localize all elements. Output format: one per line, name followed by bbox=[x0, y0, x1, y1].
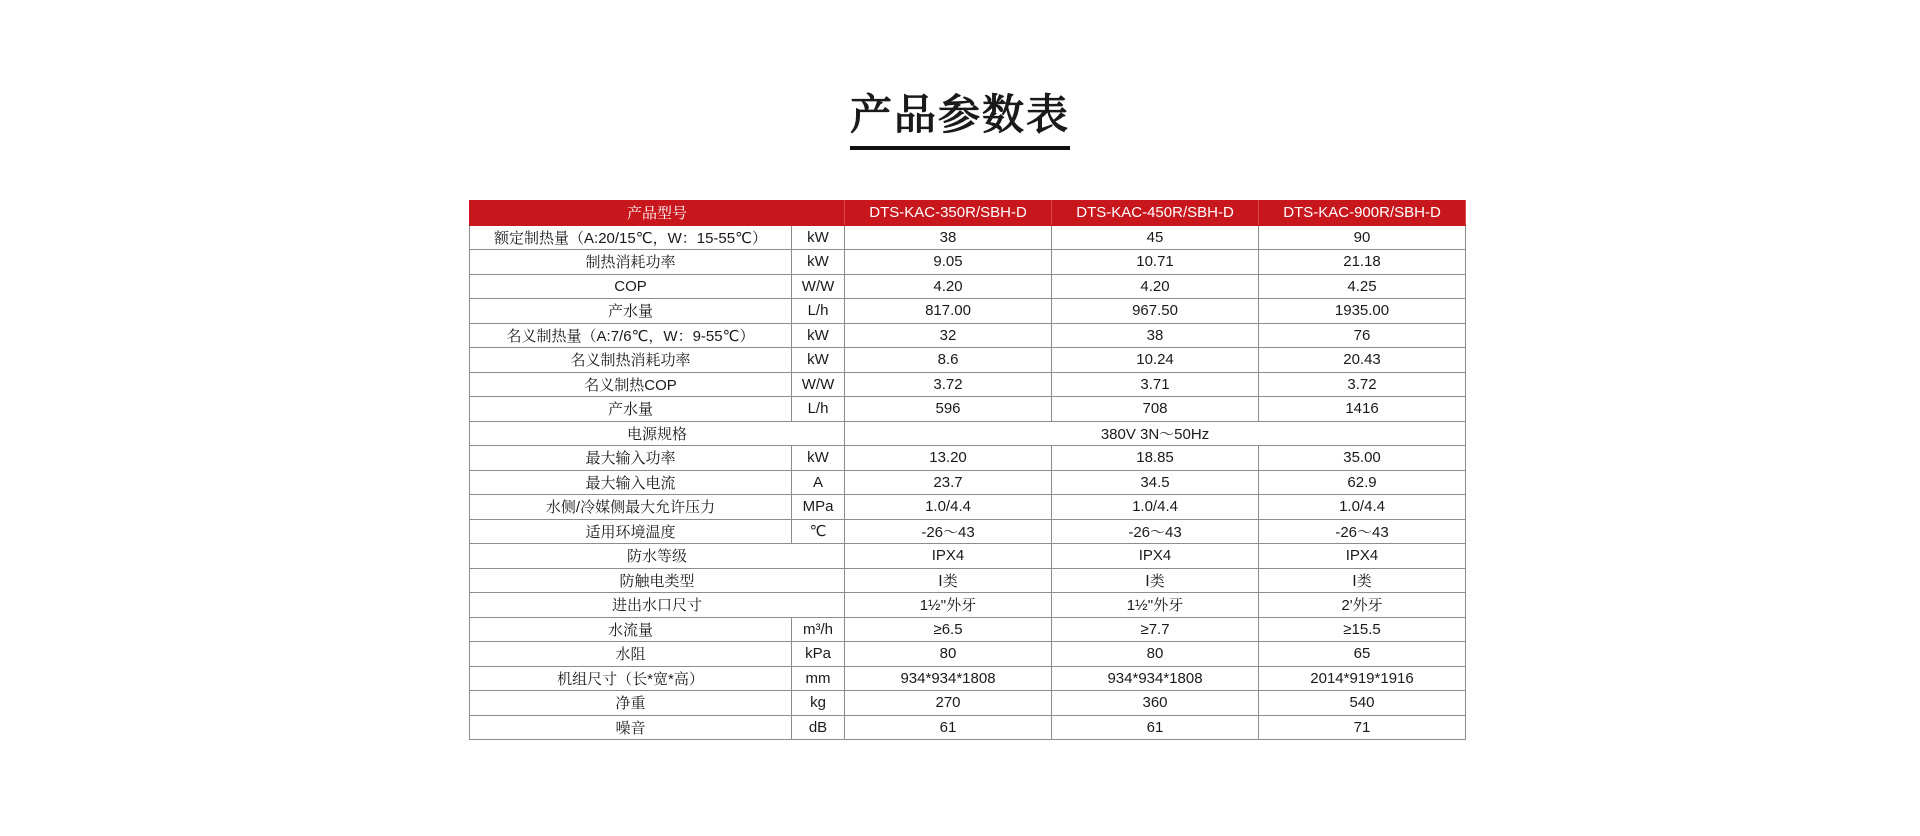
table-row bbox=[470, 617, 1466, 642]
row-label: 水流量 bbox=[470, 617, 792, 642]
row-unit: L/h bbox=[792, 299, 845, 324]
row-value: -26～43 bbox=[1259, 519, 1466, 544]
row-unit: dB bbox=[792, 715, 845, 740]
row-unit: W/W bbox=[792, 274, 845, 299]
row-unit: m³/h bbox=[792, 617, 845, 642]
header-param-label: 产品型号 bbox=[470, 201, 845, 226]
row-value: Ⅰ类 bbox=[845, 568, 1052, 593]
row-value: -26～43 bbox=[845, 519, 1052, 544]
row-value: -26～43 bbox=[1052, 519, 1259, 544]
table-row bbox=[470, 274, 1466, 299]
row-value: 934*934*1808 bbox=[845, 666, 1052, 691]
row-value: 4.25 bbox=[1259, 274, 1466, 299]
row-unit: ℃ bbox=[792, 519, 845, 544]
row-value: 38 bbox=[845, 225, 1052, 250]
row-label: 额定制热量（A:20/15℃，W：15-55℃） bbox=[470, 225, 792, 250]
row-value: 9.05 bbox=[845, 250, 1052, 275]
row-value: 45 bbox=[1052, 225, 1259, 250]
row-value: 62.9 bbox=[1259, 470, 1466, 495]
row-label: 水阻 bbox=[470, 642, 792, 667]
row-label: 最大输入电流 bbox=[470, 470, 792, 495]
row-value: 71 bbox=[1259, 715, 1466, 740]
header-model: DTS-KAC-350R/SBH-D bbox=[845, 201, 1052, 226]
row-unit: kW bbox=[792, 446, 845, 471]
row-value: 61 bbox=[1052, 715, 1259, 740]
table-row bbox=[470, 470, 1466, 495]
row-value: 967.50 bbox=[1052, 299, 1259, 324]
row-unit: A bbox=[792, 470, 845, 495]
row-unit: kW bbox=[792, 348, 845, 373]
row-label: 适用环境温度 bbox=[470, 519, 792, 544]
row-label: 防触电类型 bbox=[470, 568, 845, 593]
row-value: 596 bbox=[845, 397, 1052, 422]
row-value: 817.00 bbox=[845, 299, 1052, 324]
row-value: 1.0/4.4 bbox=[845, 495, 1052, 520]
table-row bbox=[470, 323, 1466, 348]
spec-table bbox=[469, 200, 1466, 740]
row-label: 水侧/冷媒侧最大允许压力 bbox=[470, 495, 792, 520]
row-value: 61 bbox=[845, 715, 1052, 740]
row-value: Ⅰ类 bbox=[1259, 568, 1466, 593]
row-value: 32 bbox=[845, 323, 1052, 348]
row-value: 2'外牙 bbox=[1259, 593, 1466, 618]
row-label: 制热消耗功率 bbox=[470, 250, 792, 275]
table-row bbox=[470, 250, 1466, 275]
row-value: 3.72 bbox=[845, 372, 1052, 397]
table-body bbox=[470, 225, 1466, 740]
row-value: 934*934*1808 bbox=[1052, 666, 1259, 691]
row-value: 35.00 bbox=[1259, 446, 1466, 471]
row-value: IPX4 bbox=[845, 544, 1052, 569]
row-value: 1416 bbox=[1259, 397, 1466, 422]
row-value: 540 bbox=[1259, 691, 1466, 716]
row-value: 1½''外牙 bbox=[1052, 593, 1259, 618]
table-row bbox=[470, 715, 1466, 740]
row-value: 80 bbox=[1052, 642, 1259, 667]
table-row bbox=[470, 568, 1466, 593]
table-row bbox=[470, 299, 1466, 324]
row-value: ≥7.7 bbox=[1052, 617, 1259, 642]
table-row bbox=[470, 348, 1466, 373]
table-row bbox=[470, 421, 1466, 446]
row-value: 360 bbox=[1052, 691, 1259, 716]
row-value: 708 bbox=[1052, 397, 1259, 422]
table-row bbox=[470, 519, 1466, 544]
row-value: ≥6.5 bbox=[845, 617, 1052, 642]
row-label: 进出水口尺寸 bbox=[470, 593, 845, 618]
row-label: 噪音 bbox=[470, 715, 792, 740]
row-value: 270 bbox=[845, 691, 1052, 716]
row-value: 380V 3N～50Hz bbox=[845, 421, 1466, 446]
row-label: 机组尺寸（长*宽*高） bbox=[470, 666, 792, 691]
row-unit: MPa bbox=[792, 495, 845, 520]
row-label: COP bbox=[470, 274, 792, 299]
row-unit: kW bbox=[792, 225, 845, 250]
row-value: 65 bbox=[1259, 642, 1466, 667]
page-title: 产品参数表 bbox=[850, 92, 1070, 150]
row-label: 名义制热COP bbox=[470, 372, 792, 397]
row-value: 80 bbox=[845, 642, 1052, 667]
row-unit: kW bbox=[792, 250, 845, 275]
row-label: 最大输入功率 bbox=[470, 446, 792, 471]
row-value: 34.5 bbox=[1052, 470, 1259, 495]
row-label: 名义制热量（A:7/6℃，W：9-55℃） bbox=[470, 323, 792, 348]
row-value: 20.43 bbox=[1259, 348, 1466, 373]
row-unit: L/h bbox=[792, 397, 845, 422]
row-value: 3.72 bbox=[1259, 372, 1466, 397]
row-value: Ⅰ类 bbox=[1052, 568, 1259, 593]
row-label: 名义制热消耗功率 bbox=[470, 348, 792, 373]
row-value: 2014*919*1916 bbox=[1259, 666, 1466, 691]
row-label: 电源规格 bbox=[470, 421, 845, 446]
row-value: 10.71 bbox=[1052, 250, 1259, 275]
row-value: 1.0/4.4 bbox=[1052, 495, 1259, 520]
row-unit: W/W bbox=[792, 372, 845, 397]
table-row bbox=[470, 691, 1466, 716]
table-row bbox=[470, 372, 1466, 397]
row-value: 1½''外牙 bbox=[845, 593, 1052, 618]
table-row bbox=[470, 666, 1466, 691]
header-model: DTS-KAC-900R/SBH-D bbox=[1259, 201, 1466, 226]
row-unit: mm bbox=[792, 666, 845, 691]
row-value: 4.20 bbox=[1052, 274, 1259, 299]
header-model: DTS-KAC-450R/SBH-D bbox=[1052, 201, 1259, 226]
row-label: 净重 bbox=[470, 691, 792, 716]
table-row bbox=[470, 225, 1466, 250]
row-value: 4.20 bbox=[845, 274, 1052, 299]
row-value: 21.18 bbox=[1259, 250, 1466, 275]
table-row bbox=[470, 593, 1466, 618]
row-value: 38 bbox=[1052, 323, 1259, 348]
row-value: IPX4 bbox=[1052, 544, 1259, 569]
row-label: 产水量 bbox=[470, 299, 792, 324]
table-header-row bbox=[470, 201, 1466, 226]
row-value: 1935.00 bbox=[1259, 299, 1466, 324]
table-row bbox=[470, 495, 1466, 520]
row-value: 8.6 bbox=[845, 348, 1052, 373]
row-unit: kg bbox=[792, 691, 845, 716]
table-row bbox=[470, 446, 1466, 471]
row-value: 1.0/4.4 bbox=[1259, 495, 1466, 520]
row-value: 13.20 bbox=[845, 446, 1052, 471]
row-unit: kPa bbox=[792, 642, 845, 667]
row-label: 防水等级 bbox=[470, 544, 845, 569]
row-value: 90 bbox=[1259, 225, 1466, 250]
row-value: 10.24 bbox=[1052, 348, 1259, 373]
row-unit: kW bbox=[792, 323, 845, 348]
row-value: 3.71 bbox=[1052, 372, 1259, 397]
table-row bbox=[470, 397, 1466, 422]
row-value: 18.85 bbox=[1052, 446, 1259, 471]
table-row bbox=[470, 642, 1466, 667]
table-row bbox=[470, 544, 1466, 569]
row-value: 23.7 bbox=[845, 470, 1052, 495]
row-value: ≥15.5 bbox=[1259, 617, 1466, 642]
row-label: 产水量 bbox=[470, 397, 792, 422]
page-title-wrap bbox=[0, 92, 1920, 150]
row-value: IPX4 bbox=[1259, 544, 1466, 569]
row-value: 76 bbox=[1259, 323, 1466, 348]
